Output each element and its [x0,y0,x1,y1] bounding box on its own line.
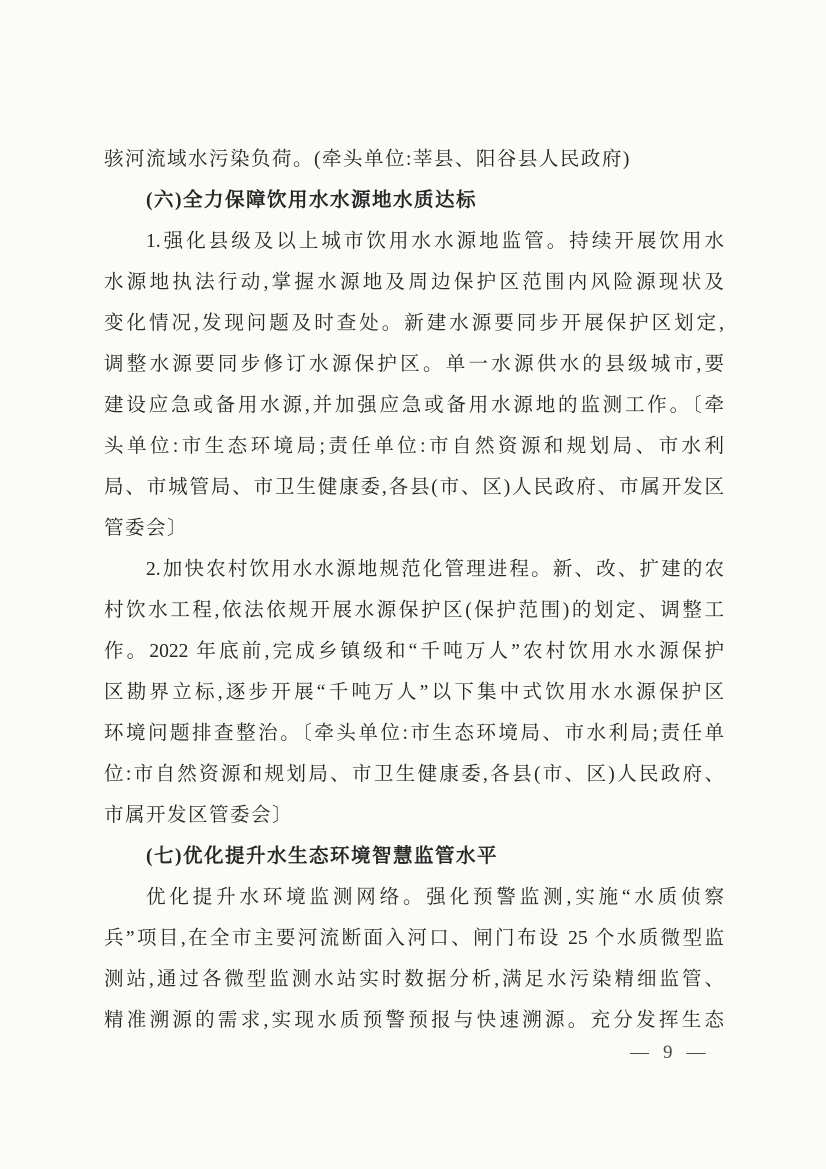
text-line: 骇河流域水污染负荷。(牵头单位:莘县、阳谷县人民政府) [104,149,631,170]
text-line: 测站,通过各微型监测水站实时数据分析,满足水污染精细监管、 [104,969,724,990]
text-line: 变化情况,发现问题及时查处。新建水源要同步开展保护区划定, [104,313,724,334]
text-line: 市属开发区管委会〕 [104,805,294,826]
text-line: 调整水源要同步修订水源保护区。单一水源供水的县级城市,要 [104,354,724,375]
text-line: 环境问题排查整治。〔牵头单位:市生态环境局、市水利局;责任单 [104,723,724,744]
text-line: 优化提升水环境监测网络。强化预警监测,实施“水质侦察 [146,887,724,908]
document-body [104,139,724,1041]
text-line: 区勘界立标,逐步开展“千吨万人”以下集中式饮用水水源保护区 [104,682,724,703]
page-number-dash-right: — [686,1042,706,1063]
section-heading: (七)优化提升水生态环境智慧监管水平 [146,846,498,867]
text-line: 建设应急或备用水源,并加强应急或备用水源地的监测工作。〔牵 [104,395,724,416]
text-line: 精准溯源的需求,实现水质预警预报与快速溯源。充分发挥生态 [104,1010,724,1031]
text-line: 作。2022 年底前,完成乡镇级和“千吨万人”农村饮用水水源保护 [104,641,724,662]
text-line: 水源地执法行动,掌握水源地及周边保护区范围内风险源现状及 [104,272,724,293]
page-number [630,1042,706,1064]
text-line: 村饮水工程,依法依规开展水源保护区(保护范围)的划定、调整工 [104,600,724,621]
text-line: 位:市自然资源和规划局、市卫生健康委,各县(市、区)人民政府、 [104,764,724,785]
text-line: 头单位:市生态环境局;责任单位:市自然资源和规划局、市水利 [104,436,724,457]
text-line: 1.强化县级及以上城市饮用水水源地监管。持续开展饮用水 [146,231,724,252]
section-heading: (六)全力保障饮用水水源地水质达标 [146,190,477,211]
page-number-value: 9 [663,1042,673,1063]
text-line: 局、市城管局、市卫生健康委,各县(市、区)人民政府、市属开发区 [104,477,724,498]
page-number-dash-left: — [630,1042,649,1063]
text-line: 兵”项目,在全市主要河流断面入河口、闸门布设 25 个水质微型监 [104,928,724,949]
text-line: 2.加快农村饮用水水源地规范化管理进程。新、改、扩建的农 [146,559,724,580]
text-line: 管委会〕 [104,518,189,539]
